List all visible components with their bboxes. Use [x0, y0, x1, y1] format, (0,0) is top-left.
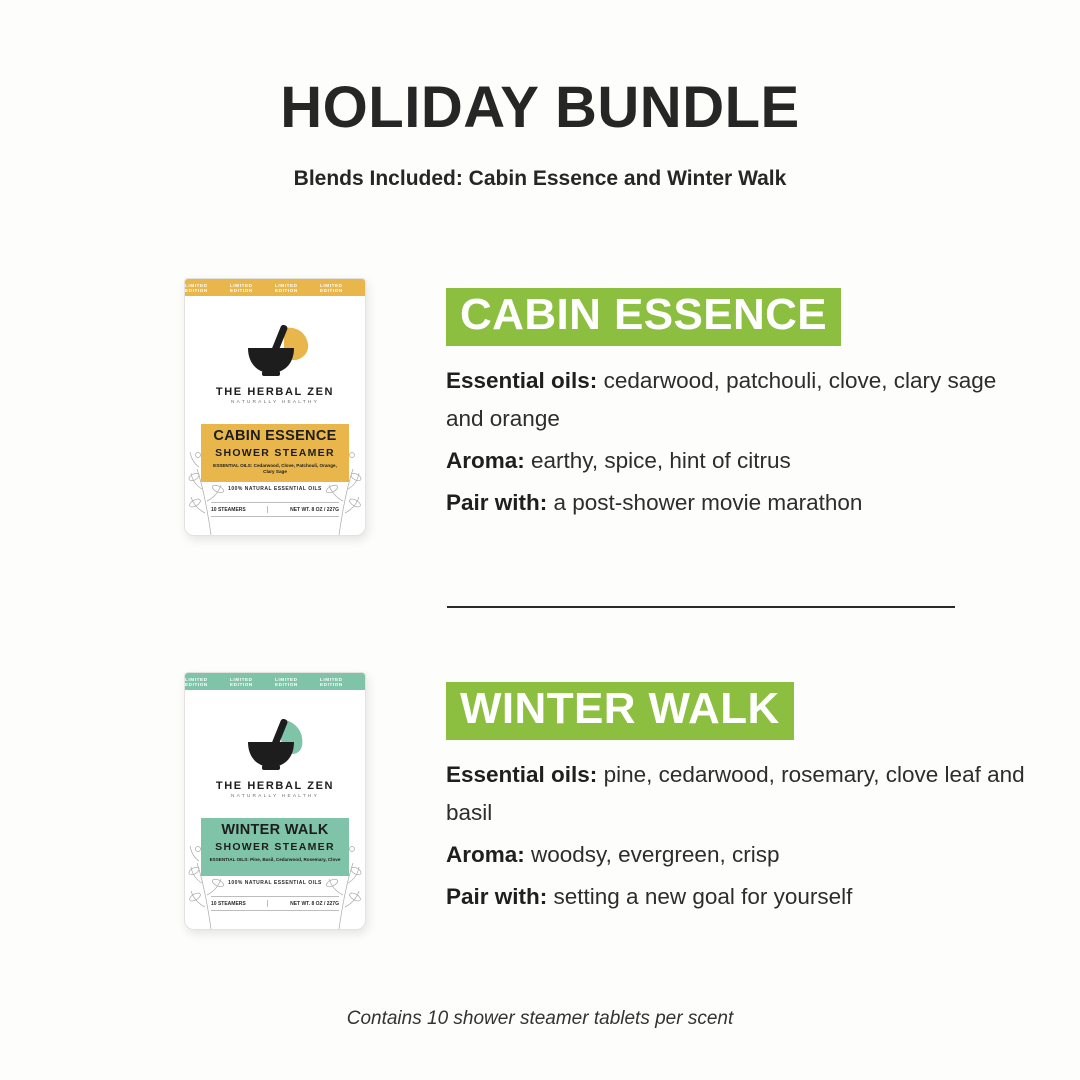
product-block-cabin-essence [120, 278, 1036, 536]
pouch-illustration [184, 278, 366, 536]
pouch-oils-line: ESSENTIAL OILS: Pine, Basil, Cedarwood, Rosemary, Clove [209, 856, 341, 862]
product-image-winter-walk [120, 672, 430, 930]
divider [267, 506, 268, 513]
product-block-winter-walk [120, 672, 1036, 930]
pouch-weight: NET WT. 8 OZ / 227G [290, 900, 339, 907]
footer-note: Contains 10 shower steamer tablets per scent [346, 1008, 734, 1029]
pouch-body [185, 296, 365, 535]
pouch-oils-line: ESSENTIAL OILS: Cedarwood, Clove, Patchouli, Orange, Clary Sage [213, 462, 337, 475]
aroma-label: Aroma: [446, 841, 525, 867]
pouch-footer-line [211, 502, 339, 517]
pouch-weight: NET WT. 8 OZ / 227G [290, 506, 339, 513]
product-pair-with [446, 878, 1036, 916]
pair-with-label: Pair with: [446, 489, 548, 515]
divider [267, 900, 268, 907]
product-image-cabin-essence [120, 278, 430, 536]
pouch-product-name: WINTER WALK [221, 822, 329, 838]
limited-edition-text: LIMITED EDITION [230, 676, 253, 687]
pouch-natural-line: 100% NATURAL ESSENTIAL OILS [228, 880, 322, 886]
mortar-and-pestle-icon [232, 322, 318, 376]
pouch-label-band [201, 424, 349, 482]
limited-edition-text: LIMITED EDITION [275, 676, 298, 687]
limited-edition-text: LIMITED EDITION [185, 676, 208, 687]
essential-oils-label: Essential oils: [446, 368, 598, 394]
pouch-body [185, 690, 365, 929]
essential-oils-label: Essential oils: [446, 762, 598, 788]
product-name-badge: WINTER WALK [446, 682, 794, 740]
pouch-top-strip [185, 673, 365, 690]
mortar-and-pestle-icon [232, 716, 318, 770]
pouch-product-type: SHOWER STEAMER [215, 840, 335, 853]
product-info-cabin-essence [446, 278, 1036, 521]
limited-edition-text: LIMITED EDITION [275, 282, 298, 293]
page-subtitle: Blends Included: Cabin Essence and Winter Walk [293, 166, 787, 190]
pouch-top-strip [185, 279, 365, 296]
section-divider [447, 606, 955, 608]
product-info-winter-walk [446, 672, 1036, 915]
product-aroma [446, 442, 1036, 480]
brand-name: THE HERBAL ZEN [215, 386, 335, 398]
limited-edition-text: LIMITED EDITION [320, 282, 343, 293]
limited-edition-text: LIMITED EDITION [185, 282, 208, 293]
aroma-value: woodsy, evergreen, crisp [524, 841, 780, 867]
pouch-count: 10 STEAMERS [211, 900, 246, 907]
brand-logo [185, 716, 365, 799]
pouch-illustration [184, 672, 366, 930]
brand-name: THE HERBAL ZEN [215, 780, 335, 792]
product-name-badge: CABIN ESSENCE [446, 288, 841, 346]
brand-tagline: NATURALLY HEALTHY [231, 794, 319, 799]
brand-tagline: NATURALLY HEALTHY [231, 400, 319, 405]
product-essential-oils [446, 362, 1036, 438]
pouch-product-type: SHOWER STEAMER [215, 446, 335, 459]
limited-edition-text: LIMITED EDITION [320, 676, 343, 687]
pair-with-value: a post-shower movie marathon [547, 489, 863, 515]
page-title: HOLIDAY BUNDLE [280, 75, 800, 140]
product-essential-oils [446, 756, 1036, 832]
pair-with-value: setting a new goal for yourself [547, 883, 853, 909]
limited-edition-text: LIMITED EDITION [230, 282, 253, 293]
essential-oils-value: cedarwood, patchouli, clove, clary sage and orange [446, 368, 997, 431]
product-pair-with [446, 484, 1036, 522]
brand-logo [185, 322, 365, 405]
pouch-count: 10 STEAMERS [211, 506, 246, 513]
product-aroma [446, 836, 1036, 874]
pouch-natural-line: 100% NATURAL ESSENTIAL OILS [228, 486, 322, 492]
essential-oils-value: pine, cedarwood, rosemary, clove leaf and basil [446, 762, 1025, 825]
poster-header [0, 0, 1080, 191]
aroma-label: Aroma: [446, 447, 525, 473]
pouch-product-name: CABIN ESSENCE [213, 428, 337, 444]
pair-with-label: Pair with: [446, 883, 548, 909]
aroma-value: earthy, spice, hint of citrus [524, 447, 791, 473]
pouch-label-band [201, 818, 349, 876]
pouch-footer-line [211, 896, 339, 911]
